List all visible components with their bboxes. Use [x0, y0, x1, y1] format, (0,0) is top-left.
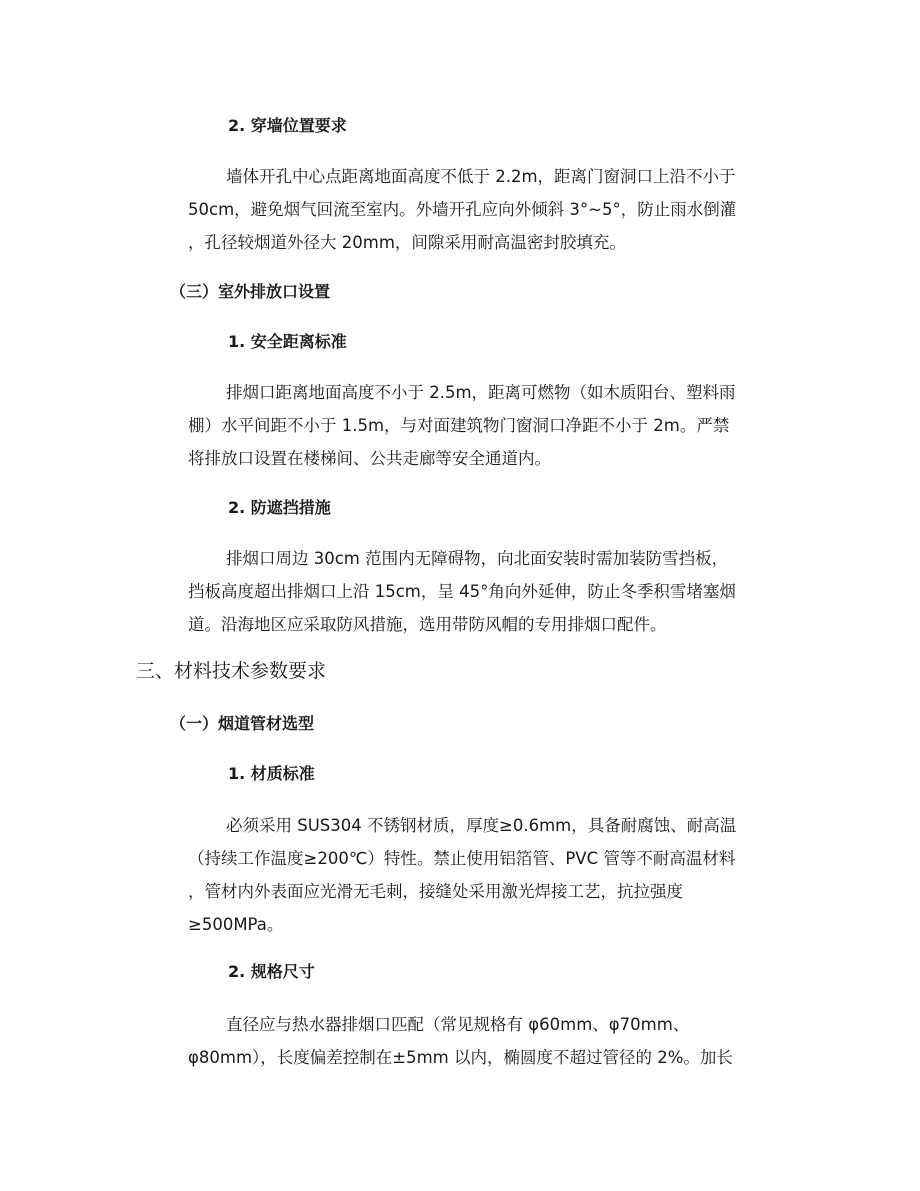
paragraph-line: 直径应与热水器排烟口匹配（常见规格有 φ60mm、φ70mm、 [226, 1015, 690, 1034]
paragraph-line: 排烟口周边 30cm 范围内无障碍物，向北面安装时需加装防雪挡板， [226, 549, 729, 568]
paragraph-line: ，管材内外表面应光滑无毛刺，接缝处采用激光焊接工艺，抗拉强度 [188, 882, 683, 901]
paragraph-anti-blocking [188, 542, 788, 641]
paragraph-line: 50cm，避免烟气回流至室内。外墙开孔应向外倾斜 3°~5°，防止雨水倒灌 [188, 200, 737, 219]
chapter-heading-material-params: 三、材料技术参数要求 [136, 660, 327, 682]
paragraph-line: 棚）水平间距不小于 1.5m，与对面建筑物门窗洞口净距不小于 2m。严禁 [188, 416, 730, 435]
subheading-material-standard: 1. 材质标准 [228, 764, 315, 783]
subheading-specification: 2. 规格尺寸 [228, 962, 315, 981]
section-heading-outdoor-outlet: （三）室外排放口设置 [170, 282, 331, 301]
paragraph-line: 排烟口距离地面高度不小于 2.5m，距离可燃物（如木质阳台、塑料雨 [226, 383, 736, 402]
paragraph-line: 必须采用 SUS304 不锈钢材质，厚度≥0.6mm，具备耐腐蚀、耐高温 [226, 816, 737, 835]
paragraph-line: 道。沿海地区应采取防风措施，选用带防风帽的专用排烟口配件。 [188, 615, 667, 634]
paragraph-line: 挡板高度超出排烟口上沿 15cm，呈 45°角向外延伸，防止冬季积雪堵塞烟 [188, 582, 736, 601]
paragraph-line: 将排放口设置在楼梯间、公共走廊等安全通道内。 [188, 449, 551, 468]
paragraph-line: ，孔径较烟道外径大 20mm，间隙采用耐高温密封胶填充。 [188, 233, 626, 252]
paragraph-safety-distance [188, 376, 788, 475]
paragraph-line: φ80mm），长度偏差控制在±5mm 以内，椭圆度不超过管径的 2%。加长 [188, 1048, 733, 1067]
section-heading-pipe-selection: （一）烟道管材选型 [170, 714, 315, 733]
paragraph-specification [188, 1008, 788, 1074]
paragraph-line: （持续工作温度≥200℃）特性。禁止使用铝箔管、PVC 管等不耐高温材料 [188, 849, 736, 868]
paragraph-line: 墙体开孔中心点距离地面高度不低于 2.2m，距离门窗洞口上沿不小于 [226, 167, 736, 186]
subheading-wall-penetration: 2. 穿墙位置要求 [228, 116, 347, 135]
paragraph-material-standard [188, 809, 788, 941]
paragraph-wall-penetration [188, 160, 788, 259]
paragraph-line: ≥500MPa。 [188, 915, 284, 934]
subheading-anti-blocking: 2. 防遮挡措施 [228, 498, 331, 517]
subheading-safety-distance: 1. 安全距离标准 [228, 332, 347, 351]
